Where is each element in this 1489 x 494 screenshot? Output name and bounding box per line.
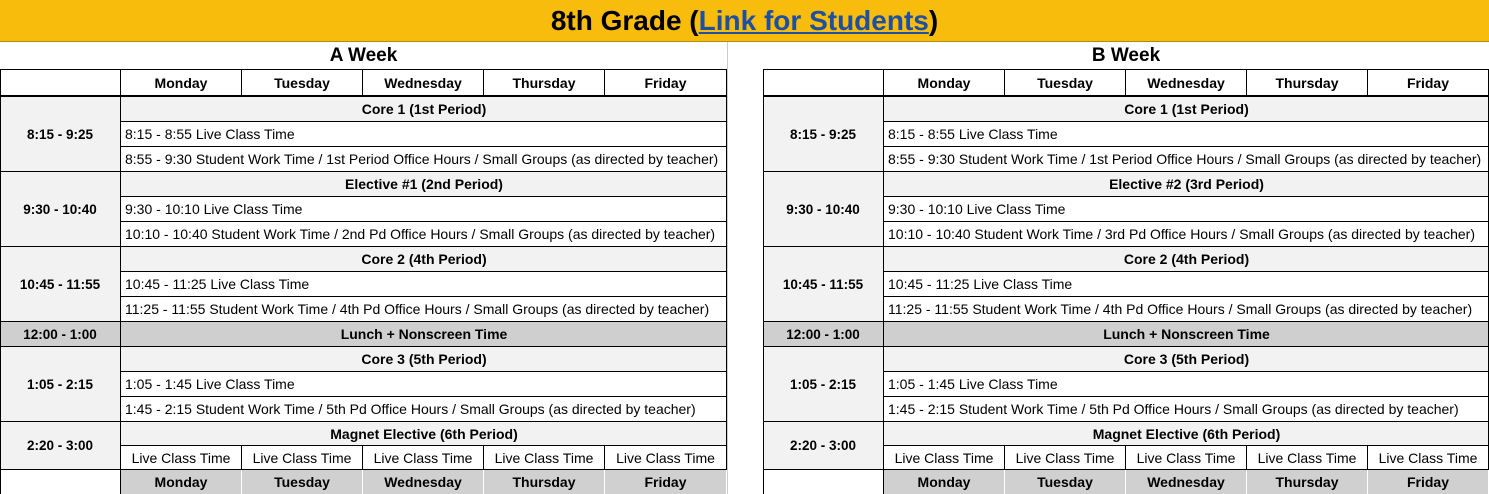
- schedule-line: 10:10 - 10:40 Student Work Time / 3rd Pd Office Hours / Small Groups (as directed by teacher): [884, 222, 1489, 247]
- time-slot: 2:20 - 3:00: [0, 422, 121, 470]
- period-header: Magnet Elective (6th Period): [121, 422, 727, 446]
- live-class-cell: Live Class Time: [1247, 446, 1368, 470]
- page-title-banner: [0, 0, 1489, 42]
- schedule-line: 1:05 - 1:45 Live Class Time: [884, 372, 1489, 397]
- day-header-2: Wednesday: [1126, 70, 1247, 97]
- period-header: Elective #1 (2nd Period): [121, 172, 727, 197]
- schedule-line: 11:25 - 11:55 Student Work Time / 4th Pd Office Hours / Small Groups (as directed by teacher): [884, 297, 1489, 322]
- schedule-line: 8:55 - 9:30 Student Work Time / 1st Period Office Hours / Small Groups (as directed by teacher): [121, 147, 727, 172]
- day-footer-2: Wednesday: [1126, 470, 1247, 494]
- schedule-line: 10:10 - 10:40 Student Work Time / 2nd Pd Office Hours / Small Groups (as directed by teacher): [121, 222, 727, 247]
- day-footer-1: Tuesday: [242, 470, 363, 494]
- period-header: Core 2 (4th Period): [884, 247, 1489, 272]
- schedule-line: 1:45 - 2:15 Student Work Time / 5th Pd Office Hours / Small Groups (as directed by teacher): [884, 397, 1489, 422]
- schedule-line: 8:15 - 8:55 Live Class Time: [121, 122, 727, 147]
- schedule-line: 1:45 - 2:15 Student Work Time / 5th Pd Office Hours / Small Groups (as directed by teacher): [121, 397, 727, 422]
- period-header: Core 3 (5th Period): [121, 347, 727, 372]
- period-header: Core 3 (5th Period): [884, 347, 1489, 372]
- schedule-line: 10:45 - 11:25 Live Class Time: [884, 272, 1489, 297]
- period-header: Core 1 (1st Period): [121, 97, 727, 122]
- time-slot: 8:15 - 9:25: [763, 97, 884, 172]
- footer-corner: [0, 470, 121, 494]
- schedule-line: 9:30 - 10:10 Live Class Time: [121, 197, 727, 222]
- day-footer-0: Monday: [121, 470, 242, 494]
- live-class-cell: Live Class Time: [363, 446, 484, 470]
- day-footer-2: Wednesday: [363, 470, 484, 494]
- live-class-cell: Live Class Time: [242, 446, 363, 470]
- footer-corner: [763, 470, 884, 494]
- students-link[interactable]: Link for Students: [698, 4, 929, 36]
- week-divider: [727, 42, 763, 494]
- live-class-cell: Live Class Time: [484, 446, 605, 470]
- period-header: Elective #2 (3rd Period): [884, 172, 1489, 197]
- time-slot: 1:05 - 2:15: [763, 347, 884, 422]
- a-week-schedule: [0, 42, 727, 494]
- header-corner: [0, 70, 121, 97]
- lunch-time: 12:00 - 1:00: [0, 322, 121, 347]
- day-header-4: Friday: [605, 70, 727, 97]
- day-header-0: Monday: [121, 70, 242, 97]
- grid-border: [0, 70, 1, 494]
- day-footer-4: Friday: [605, 470, 727, 494]
- b-week-schedule: [763, 42, 1489, 494]
- day-footer-3: Thursday: [1247, 470, 1368, 494]
- grid-border: [726, 70, 727, 470]
- day-footer-0: Monday: [884, 470, 1005, 494]
- time-slot: 9:30 - 10:40: [763, 172, 884, 247]
- time-slot: 10:45 - 11:55: [763, 247, 884, 322]
- day-header-0: Monday: [884, 70, 1005, 97]
- day-header-1: Tuesday: [1005, 70, 1126, 97]
- title-prefix: 8th Grade (: [550, 4, 699, 36]
- day-header-3: Thursday: [484, 70, 605, 97]
- day-header-2: Wednesday: [363, 70, 484, 97]
- time-slot: 8:15 - 9:25: [0, 97, 121, 172]
- lunch-time: 12:00 - 1:00: [763, 322, 884, 347]
- grid-border: [763, 70, 764, 494]
- time-slot: 9:30 - 10:40: [0, 172, 121, 247]
- time-slot: 10:45 - 11:55: [0, 247, 121, 322]
- day-footer-4: Friday: [1368, 470, 1489, 494]
- schedule-line: 9:30 - 10:10 Live Class Time: [884, 197, 1489, 222]
- week-title: B Week: [763, 42, 1489, 70]
- period-header: Magnet Elective (6th Period): [884, 422, 1489, 446]
- live-class-cell: Live Class Time: [1005, 446, 1126, 470]
- day-header-4: Friday: [1368, 70, 1489, 97]
- schedule-line: 8:55 - 9:30 Student Work Time / 1st Period Office Hours / Small Groups (as directed by teacher): [884, 147, 1489, 172]
- day-header-1: Tuesday: [242, 70, 363, 97]
- day-header-3: Thursday: [1247, 70, 1368, 97]
- period-header: Core 1 (1st Period): [884, 97, 1489, 122]
- live-class-cell: Live Class Time: [605, 446, 727, 470]
- live-class-cell: Live Class Time: [1368, 446, 1489, 470]
- live-class-cell: Live Class Time: [1126, 446, 1247, 470]
- lunch-label: Lunch + Nonscreen Time: [121, 322, 727, 347]
- schedule-line: 11:25 - 11:55 Student Work Time / 4th Pd Office Hours / Small Groups (as directed by teacher): [121, 297, 727, 322]
- schedule-line: 1:05 - 1:45 Live Class Time: [121, 372, 727, 397]
- time-slot: 1:05 - 2:15: [0, 347, 121, 422]
- lunch-label: Lunch + Nonscreen Time: [884, 322, 1489, 347]
- header-corner: [763, 70, 884, 97]
- schedule-line: 8:15 - 8:55 Live Class Time: [884, 122, 1489, 147]
- live-class-cell: Live Class Time: [884, 446, 1005, 470]
- week-title: A Week: [0, 42, 727, 70]
- title-suffix: ): [928, 4, 939, 36]
- schedule-line: 10:45 - 11:25 Live Class Time: [121, 272, 727, 297]
- day-footer-3: Thursday: [484, 470, 605, 494]
- time-slot: 2:20 - 3:00: [763, 422, 884, 470]
- period-header: Core 2 (4th Period): [121, 247, 727, 272]
- day-footer-1: Tuesday: [1005, 470, 1126, 494]
- live-class-cell: Live Class Time: [121, 446, 242, 470]
